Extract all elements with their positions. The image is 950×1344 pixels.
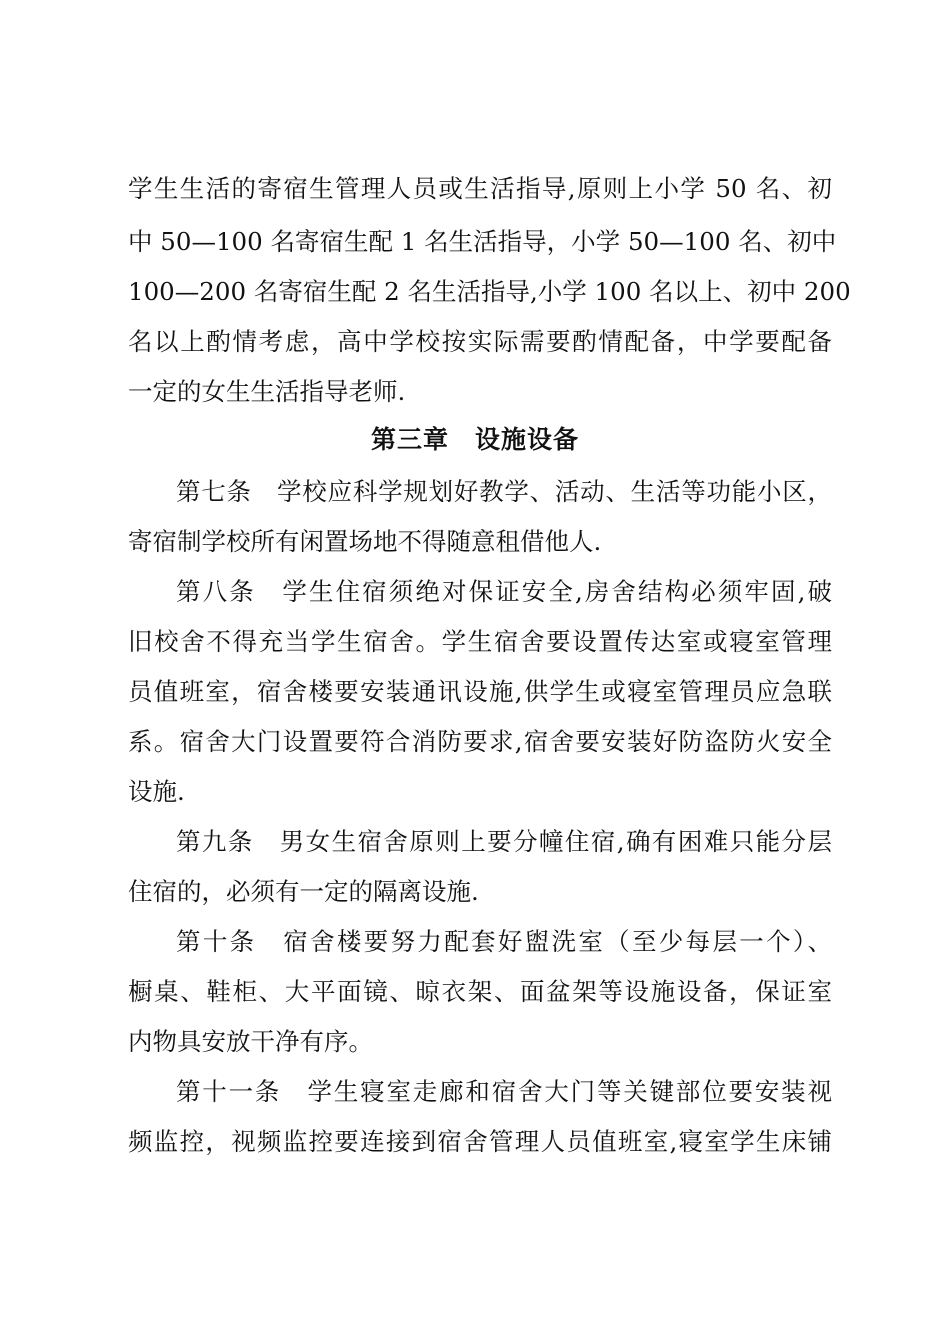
article-8-line: 系。宿舍大门设置要符合消防要求,宿舍要安装好防盗防火安全: [128, 727, 832, 756]
body-text-line: 中 50—100 名寄宿生配 1 名生活指导，小学 50—100 名、初中: [128, 227, 837, 256]
article-10-line: 内物具安放干净有序。: [128, 1027, 373, 1056]
body-text-line: 名以上酌情考虑，高中学校按实际需要酌情配备，中学要配备: [128, 327, 832, 356]
body-text-line: 100—200 名寄宿生配 2 名生活指导,小学 100 名以上、初中 200: [128, 277, 851, 306]
body-text-line: 一定的女生生活指导老师.: [128, 377, 406, 406]
article-8-line: 旧校舍不得充当学生宿舍。学生宿舍要设置传达室或寝室管理: [128, 627, 832, 656]
article-8-line: 第八条 学生住宿须绝对保证安全,房舍结构必须牢固,破: [176, 577, 832, 606]
article-8-line: 设施.: [128, 777, 185, 806]
article-11-line: 频监控，视频监控要连接到宿舍管理人员值班室,寝室学生床铺: [128, 1127, 832, 1156]
chapter-heading: 第三章 设施设备: [370, 425, 579, 454]
article-9-line: 住宿的，必须有一定的隔离设施.: [128, 877, 479, 906]
article-8-line: 员值班室，宿舍楼要安装通讯设施,供学生或寝室管理员应急联: [128, 677, 832, 706]
article-10-line: 橱桌、鞋柜、大平面镜、晾衣架、面盆架等设施设备，保证室: [128, 977, 832, 1006]
body-text-line: 学生生活的寄宿生管理人员或生活指导,原则上小学 50 名、初: [128, 174, 832, 203]
article-7-line: 第七条 学校应科学规划好教学、活动、生活等功能小区，: [176, 477, 832, 506]
article-7-line: 寄宿制学校所有闲置场地不得随意租借他人.: [128, 527, 602, 556]
article-10-line: 第十条 宿舍楼要努力配套好盥洗室（至少每层一个）、: [176, 927, 832, 956]
article-9-line: 第九条 男女生宿舍原则上要分幢住宿,确有困难只能分层: [176, 827, 832, 856]
article-11-line: 第十一条 学生寝室走廊和宿舍大门等关键部位要安装视: [176, 1077, 832, 1106]
